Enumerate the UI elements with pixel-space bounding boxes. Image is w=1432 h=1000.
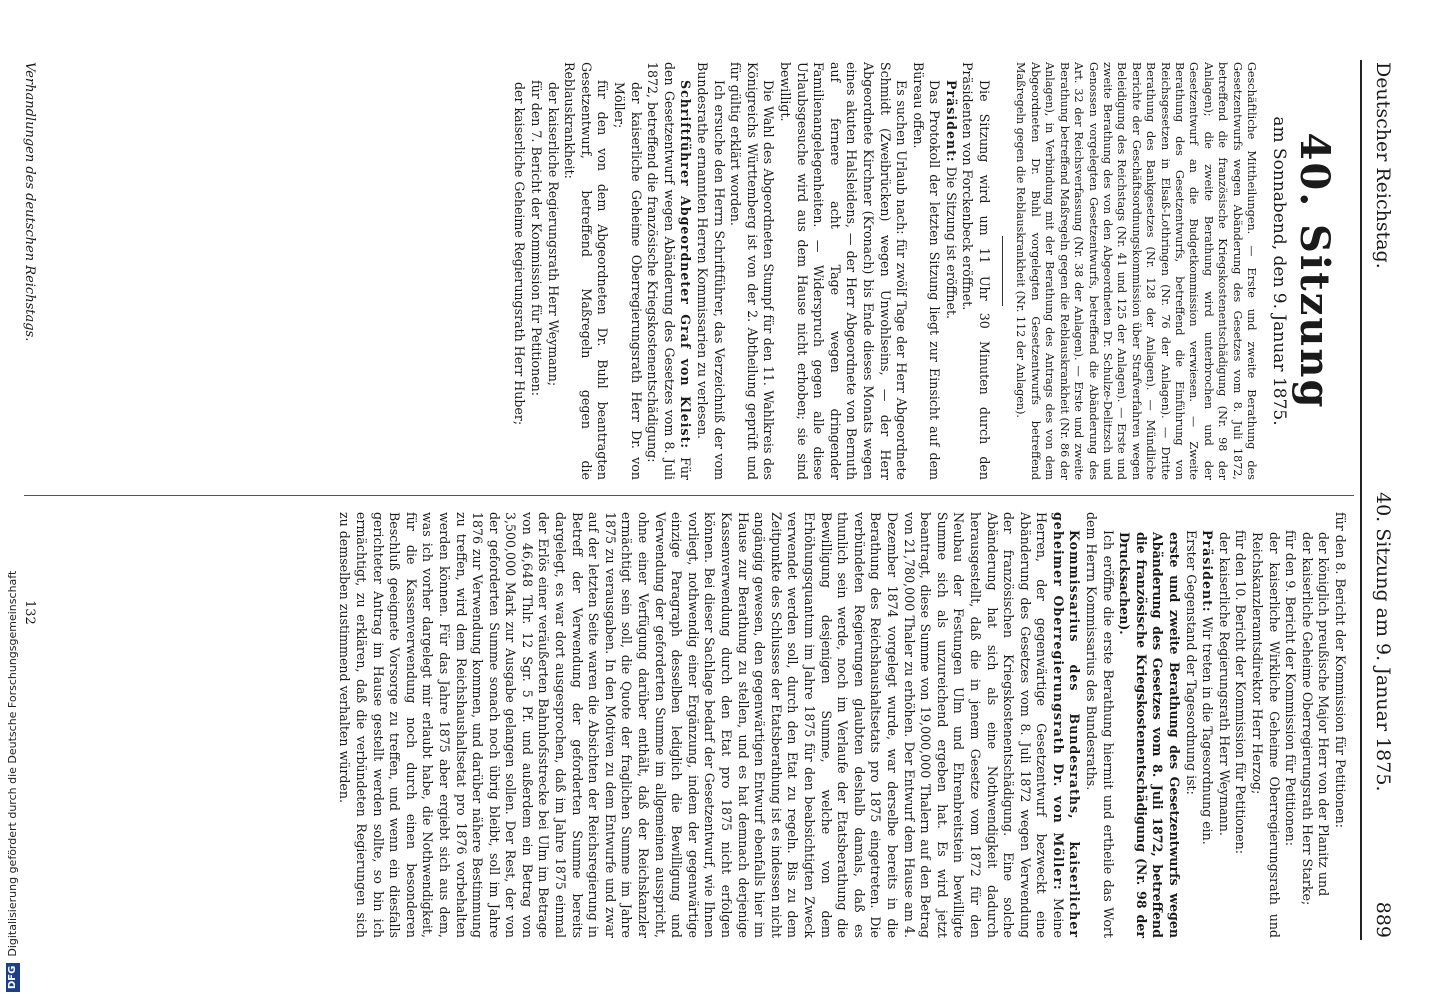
paragraph-request: Ich ersuche den Herrn Schriftführer, das Verzeichniß der vom Bundesrathe ernannten Herren Kommissarien zu verlesen. xyxy=(695,62,727,480)
paragraph-commissioner xyxy=(336,512,1083,938)
speech-text: Für den Gesetzentwurf wegen Abänderung des Gesetzes vom 8. Juli 1872, betreffend die französische Kriegskostenentschädigung: xyxy=(645,62,694,480)
paragraph-open-debate: Ich eröffne die erste Berathung hiermit und ertheile das Wort dem Herrn Kommissarius des Bundesraths. xyxy=(1084,512,1116,938)
paragraph-report: für den 7. Bericht der Kommission für Petitionen: xyxy=(529,80,545,397)
commissioner-entry: der kaiserliche Geheime Oberregierungsrath Herr Dr. von Möller; xyxy=(612,82,644,480)
speech-text: Die Sitzung ist eröffnet. xyxy=(943,166,959,320)
paragraph-report: für den 10. Bericht der Kommission für Petitionen: xyxy=(1233,530,1249,855)
digitization-credit xyxy=(1,0,29,1000)
header-publication: Deutscher Reichstag. xyxy=(1372,62,1394,269)
column-divider xyxy=(24,495,1354,496)
paragraph-report: für den 8. Bericht der Kommission für Petitionen: xyxy=(1333,512,1348,829)
footer-page-number: 132 xyxy=(22,600,37,625)
session-title: 40. Sitzung xyxy=(1291,132,1338,410)
commissioner-entry: der kaiserliche Regierungsrath Herr Weymann; xyxy=(545,82,561,387)
speaker-label: Kommissarius des Bundesraths, kaiserlicher geheimer Oberregierungsrath Dr. von Möller: xyxy=(1050,512,1083,938)
paragraph-bill: für den von dem Abgeordneten Dr. Buhl beantragten Gesetzentwurf, betreffend Maßregeln gegen die Reblauskrankheit: xyxy=(562,62,611,480)
commissioner-entry: der kaiserliche Geheime Regierungsrath Herr Huber; xyxy=(512,82,528,426)
separator-rule xyxy=(1002,236,1003,306)
dfg-logo-icon: DFG xyxy=(6,963,20,992)
paragraph-leave: Es suchen Urlaub nach: für zwölf Tage der Herr Abgeordnete Schmidt (Zweibrücken) wegen Unwohlseins, — der Herr Abgeordnete Kirchner (Kronach) bis Ende dieses Monats wegen eines akuten Halsleidens, — der Herr Abgeordnete von Bernuth auf fernere acht Tage wegen dringender Familienangelegenheiten. — Widerspruch gegen alle diese Urlaubsgesuche wird aus dem Hause nicht erhoben; sie sind bewilligt. xyxy=(777,62,910,480)
paragraph-secretary xyxy=(644,62,694,480)
paragraph-protocol: Das Protokoll der letzten Sitzung liegt zur Einsicht auf dem Büreau offen. xyxy=(910,62,943,480)
commissioner-entry: der kaiserliche Geheime Oberregierungsrath Herr Starke; xyxy=(1299,532,1315,906)
left-column xyxy=(511,62,1348,480)
running-header xyxy=(1372,62,1394,938)
speaker-label: Präsident: xyxy=(1200,530,1216,613)
paragraph-agenda: Erster Gegenstand der Tagesordnung ist: xyxy=(1183,530,1199,795)
paragraph-president xyxy=(1199,512,1216,938)
session-date: am Sonnabend, den 9. Januar 1875. xyxy=(1269,116,1289,426)
commissioner-entry: der kaiserliche Wirkliche Geheime Oberregierungsrath und Reichskanzleramtsdirektor Herr Herzog; xyxy=(1250,532,1282,938)
agenda-item: erste und zweite Berathung des Gesetzentwurfs wegen Abänderung des Gesetzes vom 8. Juli 1872, betreffend die französische Kriegskostenentschädigung (Nr. 98 der Drucksachen). xyxy=(1117,532,1183,938)
paragraph-president xyxy=(942,62,959,480)
paragraph-report: für den 9. Bericht der Kommission für Petitionen: xyxy=(1283,530,1299,847)
paragraph-opening: Die Sitzung wird um 11 Uhr 30 Minuten durch den Präsidenten von Forckenbeck eröffnet. xyxy=(960,62,993,480)
session-summary: Geschäftliche Mittheilungen. — Erste und zweite Berathung des Gesetzentwurfs wegen Abänderung des Gesetzes vom 8. Juli 1872, betreffend die französische Kriegskostenentschädigung (Nr. 98 der Anlagen); die zweite Berathung wird unterbrochen und der Gesetzentwurf an die Budgetkommission verwiesen. — Zweite Berathung des Gesetzentwurfs, betreffend die Einführung von Reichsgesetzen in Elsaß-Lothringen (Nr. 76 der Anlagen). — Dritte Berathung des Bankgesetzes (Nr. 128 der Anlagen). — Mündliche Berichte der Geschäftsordnungskommission über Strafverfahren wegen Beleidigung des Reichstags (Nr. 41 und 125 der Anlagen). — Erste und zweite Berathung des von den Abgeordneten Dr. Schulze-Delitzsch und Genossen vorgelegten Gesetzentwurfs, betreffend die Abänderung des Art. 32 der Reichsverfassung (Nr. 38 der Anlagen). — Erste und zweite Berathung betreffend Maßregeln gegen die Reblauskrankheit (Nr. 86 der Anlagen), in Verbindung mit der Berathung des Antrags des von dem Abgeordneten Dr. Buhl vorgelegten Gesetzentwurfs betreffend Maßregeln gegen die Reblauskrankheit (Nr. 112 der Anlagen). xyxy=(1014,62,1258,480)
footer-publication: Verhandlungen des deutschen Reichstags. xyxy=(22,62,37,342)
speaker-label: Schriftführer Abgeordneter Graf von Kleist: xyxy=(678,80,694,450)
header-rule xyxy=(1360,60,1362,940)
credit-text: Digitalisierung gefördert durch die Deutsche Forschungsgemeinschaft xyxy=(6,570,19,957)
speech-text: Meine Herren, der gegenwärtige Gesetzentwurf bezweckt eine Abänderung des Gesetzes vom 8. Juli 1872 wegen Verwendung der französischen Kriegskostenentschädigung. Eine solche Abänderung hat sich als eine Nothwendigkeit dadurch herausgestellt, daß die in jenem Gesetze vom 1872 für den Neubau der Festungen Ulm und Ehrenbreitstein bewilligte Summe sich als unzureichend ergeben hat. Es wird jetzt beantragt, diese Summe von 19,000,000 Thalern auf den Betrag von 21,780,000 Thaler zu erhöhen. Der Entwurf dem Hause am 4. Dezember 1874 vorgelegt wurde, war derselbe bereits in die Berathung des Reichshaushaltsetats pro 1875 eingetreten. Die verbündeten Regierungen glaubten deshalb damals, daß es thunlich sein werde, noch im Verlaufe der Etatsberathung die Bewilligung desjenigen Summe, welche von dem Erhöhungsquantum im Jahre 1875 für den beabsichtigten Zweck verwendet werden soll, durch den Etat zu regeln. Bis zu dem Zeitpunkte des Schlusses der Etatsberathung ist es indessen nicht angängig gewesen, den gegenwärtigen Entwurf ebenfalls hier im Hause zur Berathung zu stellen, und es hat demnach derjenige Kassenverwendung durch den Etat pro 1875 nicht erfolgen können. Bei dieser Sachlage bedarf der Gesetzentwurf, wie Ihnen vorliegt, nothwendig einer Ergänzung, indem der gegenwärtige einzige Paragraph desselben lediglich die Bewilligung und Verwendung der geforderten Summe im allgemeinen ausspricht, ohne einer Verfügung darüber enthält, daß der Reichskanzler ermächtigt sein soll, die Quote der fraglichen Summe im Jahre 1875 zu verausgaben. In den Motiven zu dem Entwurfe und zwar auf der letzten Seite waren die Absichten der Reichsregierung in Betreff der Verwendung der geforderten Summe bereits dargelegt, es war dort ausgesprochen, daß im Jahre 1875 einmal der Erlös einer veräußerten Bahnhofsstrecke bei Ulm im Betrage von 46,648 Thlr. 12 Sgr. 5 Pf. und außerdem ein Betrag von 3,500,000 Mark zur Ausgabe gelangen sollen. Der Rest, der von der geforderten Summe sonach noch übrig bleibt, soll im Jahre 1876 zur Verwendung kommen, und darüber nähere Bestimmung zu treffen, wird dem Reichshaushaltsetat pro 1876 vorbehalten werden können. Für das Jahre 1875 aber ergiebt sich aus dem, was ich vorher dargelegt mir erlaubt habe, die Nothwendigkeit, für die Kassenverwendung noch durch einen besonderen Beschluß geeignete Vorsorge zu treffen, und wenn ein diesfalls gerichteter Antrag im Hause gestellt werden sollte, so bin ich ermächtigt, zu erklären, daß die verbündeten Regierungen sich zu demselben zustimmend verhalten würden. xyxy=(337,512,1066,938)
header-session: 40. Sitzung am 9. Januar 1875. xyxy=(1372,492,1394,792)
speaker-label: Präsident: xyxy=(943,80,959,163)
commissioner-entry: der königlich preußische Major Herr von der Planitz und xyxy=(1316,532,1332,897)
commissioner-entry: der kaiserliche Regierungsrath Herr Weymann. xyxy=(1216,532,1232,836)
speech-text: Wir treten in die Tagesordnung ein. xyxy=(1200,616,1216,845)
paragraph-election: Die Wahl des Abgeordneten Stumpf für den 11. Wahlkreis des Königreichs Württemberg ist von der 2. Abtheilung geprüft und für gültig erklärt worden. xyxy=(728,62,777,480)
page-number: 889 xyxy=(1372,901,1394,938)
right-column xyxy=(336,512,1348,938)
